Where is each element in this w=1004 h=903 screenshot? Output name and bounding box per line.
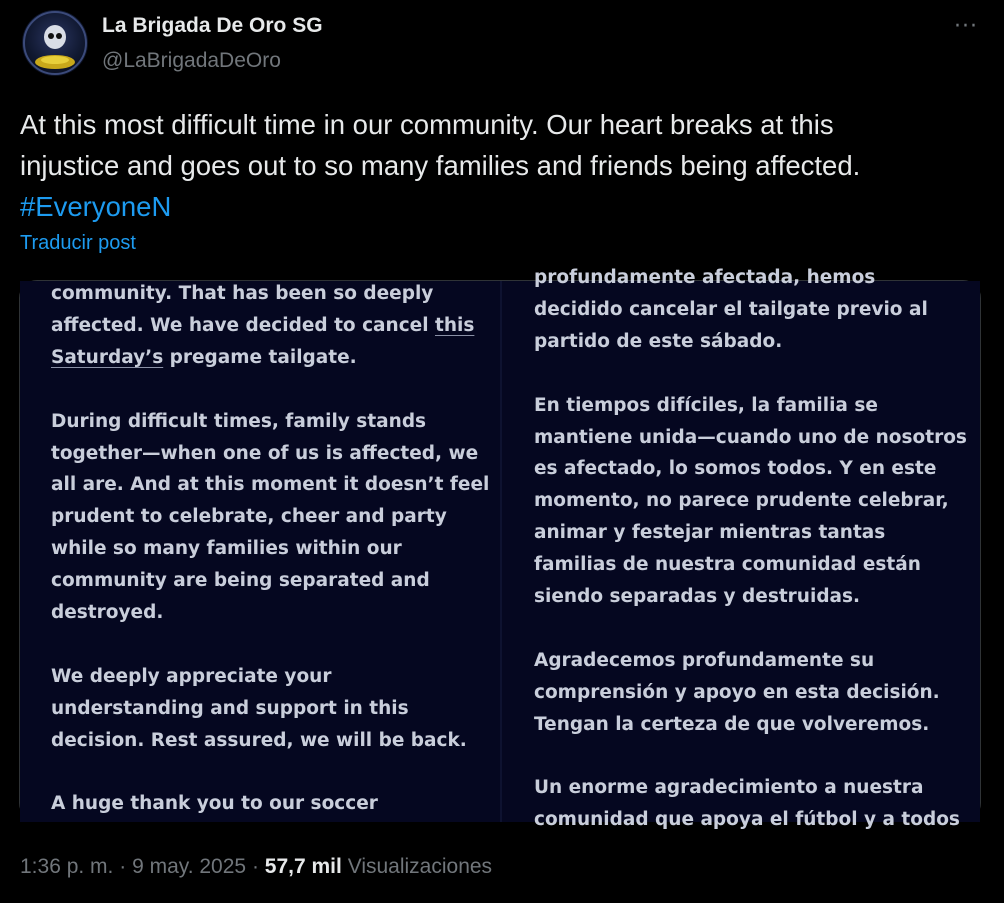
image-text-line: During difficult times, family stands: [51, 410, 427, 432]
image-text-line: destroyed.: [51, 602, 164, 623]
image-text-line: Un enorme agradecimiento a nuestra: [534, 777, 924, 799]
image-text-line: decidido cancelar el tailgate previo al: [534, 298, 928, 320]
image-text-line: es afectado, lo somos todos. Y en este: [534, 458, 937, 480]
meta-separator: ·: [251, 855, 259, 878]
image-text-line: siendo separadas y destruidas.: [534, 586, 861, 607]
image-text-line: profundamente afectada, hemos: [534, 267, 876, 288]
views-count: 57,7 mil: [264, 855, 342, 878]
post-time[interactable]: 1:36 p. m.: [20, 855, 114, 878]
tweet-line: injustice and goes out to so many families and friends being affected.: [20, 150, 861, 181]
author-handle[interactable]: @LaBrigadaDeOro: [102, 49, 281, 72]
image-text-line: comprensión y apoyo en esta decisión.: [534, 681, 940, 703]
image-left-panel: [20, 281, 500, 822]
views-label: Visualizaciones: [347, 855, 493, 878]
skull-logo-icon: [22, 10, 88, 76]
image-text-line: community. That has been so deeply: [51, 283, 434, 304]
image-text-line: while so many families within our: [51, 538, 402, 560]
image-text-line: partido de este sábado.: [534, 330, 783, 352]
avatar[interactable]: [22, 10, 88, 76]
image-text-line: community are being separated and: [51, 570, 430, 592]
tweet-text: [20, 104, 980, 227]
image-text-line: momento, no parece prudente celebrar,: [534, 490, 949, 512]
image-text-line: Agradecemos profundamente su: [534, 649, 875, 671]
image-text-line: together—when one of us is affected, we: [51, 442, 479, 464]
image-text-line: animar y festejar mientras tantas: [534, 522, 886, 544]
image-text-line: comunidad que apoya el fútbol y a todos: [534, 809, 960, 831]
image-text-line: En tiempos difíciles, la familia se: [534, 394, 878, 416]
image-text-line: prudent to celebrate, cheer and party: [51, 506, 447, 528]
image-text-line: familias de nuestra comunidad están: [534, 554, 921, 576]
image-text-line: mantiene unida—cuando uno de nosotros: [534, 426, 967, 448]
image-text-line: Saturday’s pregame tailgate.: [51, 346, 357, 368]
author-name[interactable]: La Brigada De Oro SG: [102, 14, 323, 37]
more-horizontal-icon[interactable]: ···: [954, 14, 978, 39]
meta-separator: ·: [119, 855, 127, 878]
image-text-line: A huge thank you to our soccer: [51, 793, 378, 815]
translate-link[interactable]: Traducir post: [20, 232, 136, 254]
image-text-line: decision. Rest assured, we will be back.: [51, 729, 467, 751]
tweet-meta: [20, 855, 492, 879]
image-text-line: all are. And at this moment it doesn’t feel: [51, 474, 490, 496]
media-image[interactable]: [19, 267, 981, 831]
image-right-panel: [502, 267, 980, 831]
tweet-line: At this most difficult time in our community. Our heart breaks at this: [20, 109, 834, 140]
image-text-line: Tengan la certeza de que volveremos.: [534, 713, 930, 735]
hashtag-link[interactable]: #EveryoneN: [20, 191, 172, 222]
image-text-line: We deeply appreciate your: [51, 665, 332, 687]
post-date[interactable]: 9 may. 2025: [132, 855, 247, 878]
image-text-line: affected. We have decided to cancel this: [51, 314, 475, 336]
image-text-line: understanding and support in this: [51, 697, 409, 719]
